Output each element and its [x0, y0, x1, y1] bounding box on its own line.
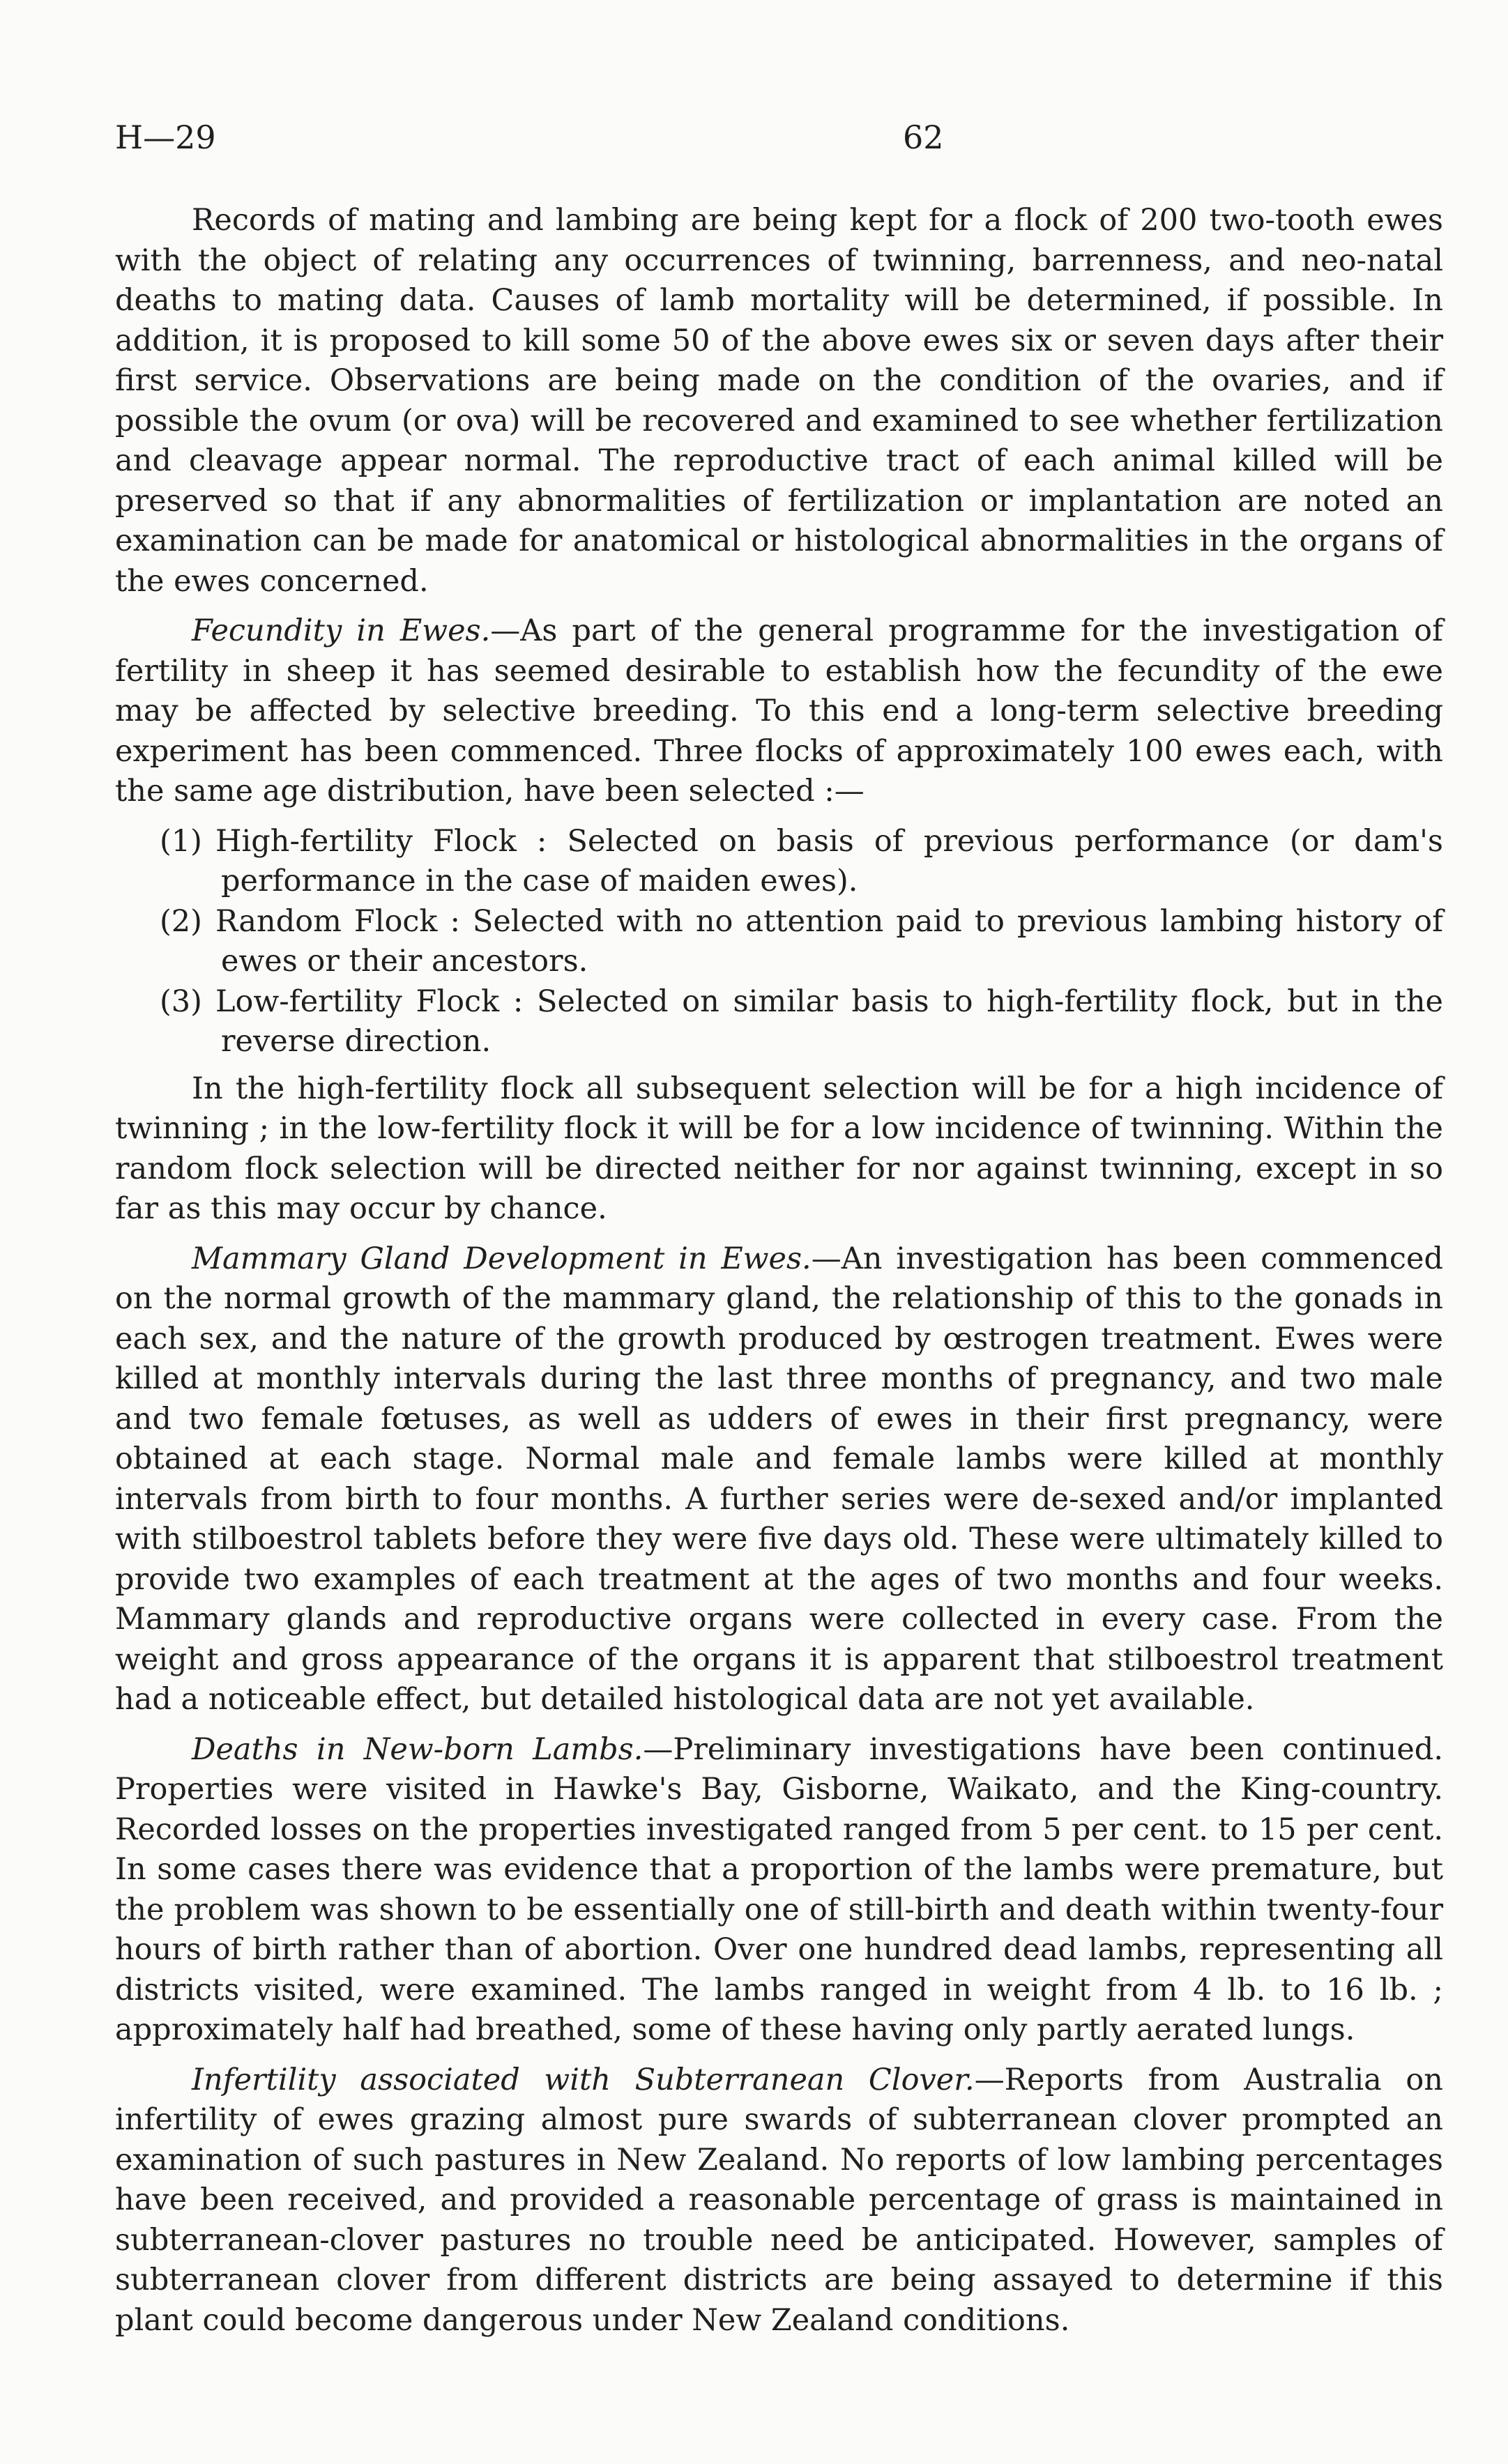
paragraph-records-text: Records of mating and lambing are being kept for a flock of 200 two-tooth ewes with the object of relating any occurrences of twinning, barrenness, and neo-natal deaths to mating data. Causes of lamb mortality will be determined, if possible. In addition, it is proposed to kill some 50 of the above ewes six or seven days after their first service. Observations are being made on the condition of the ovaries, and if possible the ovum (or ova) will be recovered and examined to see whether fertilization and cleavage appear normal. The reproductive tract of each animal killed will be preserved so that if any abnormalities of fertilization or implantation are noted an examination can be made for anatomical or histological abnormalities in the organs of the ewes concerned. — [115, 203, 1443, 599]
paragraph-records — [115, 201, 1443, 602]
paragraph-fecundity-text: —As part of the general programme for the investigation of fertility in sheep it has seemed desirable to establish how the fecundity of the ewe may be affected by selective breeding. To this end a long-term selective breeding experiment has been commenced. Three flocks of approximately 100 ewes each, with the same age distribution, have been selected :— — [115, 613, 1443, 809]
page-header — [115, 118, 1443, 174]
paragraph-clover-text: —Reports from Australia on infertility of ewes grazing almost pure swards of subterranean clover prompted an examination of such pastures in New Zealand. No reports of low lambing percentages have been received, and provided a reasonable percentage of grass is maintained in subterranean-clover pastures no trouble need be anticipated. However, samples of subterranean clover from different districts are being assayed to determine if this plant could become dangerous under New Zealand conditions. — [115, 2062, 1443, 2338]
list-item-text: High-fertility Flock : Selected on basis of previous performance (or dam's performance in the case of maiden ewes). — [215, 823, 1443, 898]
list-number: (3) — [160, 984, 202, 1019]
paragraph-fecundity — [115, 611, 1443, 812]
list-item-text: Random Flock : Selected with no attention paid to previous lambing history of ewes or their ancestors. — [215, 903, 1443, 979]
paragraph-selection — [115, 1069, 1443, 1230]
page-number: 62 — [903, 118, 944, 156]
body-text — [115, 201, 1443, 2341]
paragraph-mammary — [115, 1239, 1443, 1720]
paragraph-deaths-text: —Preliminary investigations have been continued. Properties were visited in Hawke's Bay, Gisborne, Waikato, and the King-country. Recorded losses on the properties investigated ranged from 5 per cent. to 15 per cent. In some cases there was evidence that a proportion of the lambs were premature, but the problem was shown to be essentially one of still-birth and death within twenty-four hours of birth rather than of abortion. Over one hundred dead lambs, representing all districts visited, were examined. The lambs ranged in weight from 4 lb. to 16 lb. ; approximately half had breathed, some of these having only partly aerated lungs. — [115, 1731, 1443, 2047]
document-code: H—29 — [115, 118, 216, 156]
list-item-flock-2 — [115, 902, 1443, 982]
section-heading-mammary: Mammary Gland Development in Ewes. — [192, 1241, 812, 1276]
document-page — [115, 118, 1443, 2350]
list-number: (2) — [160, 903, 202, 939]
paragraph-selection-text: In the high-fertility flock all subsequent selection will be for a high incidence of twinning ; in the low-fertility flock it will be for a low incidence of twinning. Within the random flock selection will be directed neither for nor against twinning, except in so far as this may occur by chance. — [115, 1071, 1443, 1226]
list-item-text: Low-fertility Flock : Selected on similar basis to high-fertility flock, but in the reverse direction. — [215, 984, 1443, 1059]
list-number: (1) — [160, 823, 202, 859]
section-heading-deaths: Deaths in New-born Lambs. — [192, 1731, 643, 1767]
section-heading-clover: Infertility associated with Subterranean Clover. — [192, 2062, 975, 2097]
list-item-flock-3 — [115, 982, 1443, 1062]
paragraph-clover — [115, 2060, 1443, 2341]
paragraph-deaths — [115, 1730, 1443, 2051]
section-heading-fecundity: Fecundity in Ewes. — [192, 613, 491, 648]
list-item-flock-1 — [115, 822, 1443, 902]
paragraph-mammary-text: —An investigation has been commenced on the normal growth of the mammary gland, the relationship of this to the gonads in each sex, and the nature of the growth produced by œstrogen treatment. Ewes were killed at monthly intervals during the last three months of pregnancy, and two male and two female fœtuses, as well as udders of ewes in their first pregnancy, were obtained at each stage. Normal male and female lambs were killed at monthly intervals from birth to four months. A further series were de-sexed and/or implanted with stilboestrol tablets before they were five days old. These were ultimately killed to provide two examples of each treatment at the ages of two months and four weeks. Mammary glands and reproductive organs were collected in every case. From the weight and gross appearance of the organs it is apparent that stilboestrol treatment had a noticeable effect, but detailed histological data are not yet available. — [115, 1241, 1443, 1717]
